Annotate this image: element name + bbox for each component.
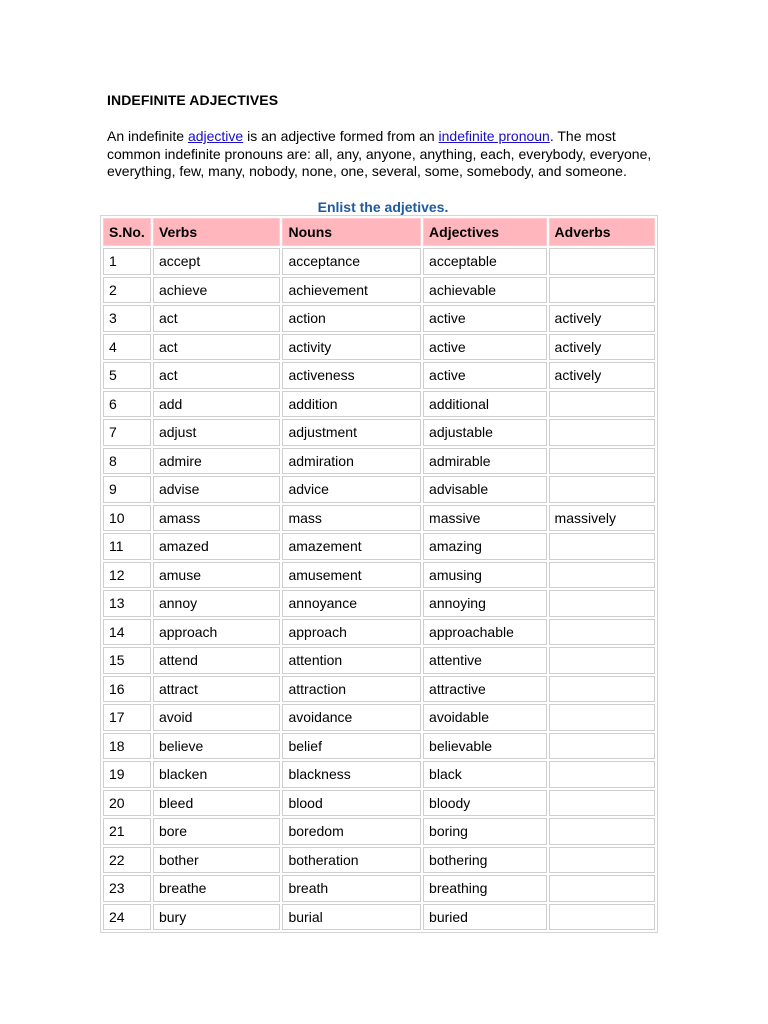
table-row — [103, 904, 655, 931]
cell-adjective: approachable — [423, 619, 547, 646]
table-row — [103, 761, 655, 788]
cell-verb: act — [153, 362, 281, 389]
cell-adjective: boring — [423, 818, 547, 845]
cell-adverb — [549, 647, 655, 674]
cell-verb: blacken — [153, 761, 281, 788]
cell-verb: accept — [153, 248, 281, 275]
cell-noun: attraction — [282, 676, 421, 703]
table-row — [103, 533, 655, 560]
cell-verb: believe — [153, 733, 281, 760]
cell-noun: acceptance — [282, 248, 421, 275]
cell-sno: 7 — [103, 419, 151, 446]
table-row — [103, 875, 655, 902]
cell-adverb: massively — [549, 505, 655, 532]
cell-sno: 4 — [103, 334, 151, 361]
cell-adverb — [549, 704, 655, 731]
cell-verb: attend — [153, 647, 281, 674]
table-row — [103, 790, 655, 817]
header-sno: S.No. — [103, 218, 151, 246]
cell-noun: avoidance — [282, 704, 421, 731]
cell-verb: adjust — [153, 419, 281, 446]
intro-text-1: An indefinite — [107, 128, 188, 144]
cell-adverb — [549, 904, 655, 931]
cell-sno: 6 — [103, 391, 151, 418]
cell-sno: 23 — [103, 875, 151, 902]
cell-adverb — [549, 619, 655, 646]
cell-adverb — [549, 676, 655, 703]
cell-adverb — [549, 248, 655, 275]
cell-verb: add — [153, 391, 281, 418]
cell-adverb — [549, 590, 655, 617]
cell-verb: amazed — [153, 533, 281, 560]
cell-noun: blood — [282, 790, 421, 817]
cell-sno: 16 — [103, 676, 151, 703]
cell-adjective: active — [423, 305, 547, 332]
cell-adverb — [549, 476, 655, 503]
table-row — [103, 704, 655, 731]
intro-text-2: is an adjective formed from an — [243, 128, 439, 144]
cell-adverb — [549, 818, 655, 845]
cell-noun: burial — [282, 904, 421, 931]
table-header-row — [103, 218, 655, 246]
cell-adjective: active — [423, 362, 547, 389]
cell-noun: action — [282, 305, 421, 332]
cell-noun: mass — [282, 505, 421, 532]
table-row — [103, 562, 655, 589]
table-row — [103, 391, 655, 418]
table-row — [103, 818, 655, 845]
cell-noun: botheration — [282, 847, 421, 874]
cell-adverb — [549, 847, 655, 874]
cell-adjective: acceptable — [423, 248, 547, 275]
cell-verb: amuse — [153, 562, 281, 589]
cell-adverb — [549, 790, 655, 817]
cell-sno: 8 — [103, 448, 151, 475]
header-adverbs: Adverbs — [549, 218, 655, 246]
cell-adverb — [549, 277, 655, 304]
table-caption: Enlist the adjetives. — [317, 199, 449, 215]
cell-sno: 18 — [103, 733, 151, 760]
cell-sno: 2 — [103, 277, 151, 304]
cell-noun: annoyance — [282, 590, 421, 617]
cell-noun: activeness — [282, 362, 421, 389]
cell-adverb — [549, 562, 655, 589]
cell-adjective: black — [423, 761, 547, 788]
cell-verb: bother — [153, 847, 281, 874]
table-row — [103, 505, 655, 532]
cell-noun: advice — [282, 476, 421, 503]
cell-sno: 11 — [103, 533, 151, 560]
cell-adjective: additional — [423, 391, 547, 418]
table-row — [103, 733, 655, 760]
cell-adjective: massive — [423, 505, 547, 532]
adjective-link[interactable]: adjective — [187, 128, 244, 144]
cell-verb: bleed — [153, 790, 281, 817]
intro-text-3: . The most common indefinite pronouns are: all, any, anyone, anything, each, everybody, everyone, everything, few, many, nobody, none, one, several, some, somebody, and someone. — [107, 128, 652, 179]
table-body — [103, 248, 655, 930]
cell-sno: 3 — [103, 305, 151, 332]
cell-verb: breathe — [153, 875, 281, 902]
cell-verb: annoy — [153, 590, 281, 617]
cell-noun: blackness — [282, 761, 421, 788]
cell-adjective: attentive — [423, 647, 547, 674]
cell-adjective: active — [423, 334, 547, 361]
cell-adjective: achievable — [423, 277, 547, 304]
table-row — [103, 277, 655, 304]
cell-noun: addition — [282, 391, 421, 418]
cell-noun: approach — [282, 619, 421, 646]
cell-adjective: adjustable — [423, 419, 547, 446]
cell-noun: activity — [282, 334, 421, 361]
cell-sno: 13 — [103, 590, 151, 617]
cell-sno: 24 — [103, 904, 151, 931]
cell-noun: belief — [282, 733, 421, 760]
table-row — [103, 419, 655, 446]
adjectives-table — [100, 215, 658, 933]
cell-adjective: annoying — [423, 590, 547, 617]
cell-sno: 12 — [103, 562, 151, 589]
page-title: INDEFINITE ADJECTIVES — [107, 92, 279, 108]
cell-adjective: amazing — [423, 533, 547, 560]
cell-adverb — [549, 391, 655, 418]
table-row — [103, 248, 655, 275]
cell-sno: 15 — [103, 647, 151, 674]
cell-adverb: actively — [549, 362, 655, 389]
cell-adjective: attractive — [423, 676, 547, 703]
header-verbs: Verbs — [153, 218, 281, 246]
cell-sno: 14 — [103, 619, 151, 646]
cell-adjective: amusing — [423, 562, 547, 589]
cell-sno: 1 — [103, 248, 151, 275]
cell-sno: 9 — [103, 476, 151, 503]
cell-sno: 5 — [103, 362, 151, 389]
cell-verb: admire — [153, 448, 281, 475]
cell-noun: achievement — [282, 277, 421, 304]
table-row — [103, 847, 655, 874]
cell-sno: 17 — [103, 704, 151, 731]
cell-sno: 10 — [103, 505, 151, 532]
cell-adjective: breathing — [423, 875, 547, 902]
header-nouns: Nouns — [282, 218, 421, 246]
cell-sno: 20 — [103, 790, 151, 817]
cell-adverb — [549, 448, 655, 475]
cell-adverb: actively — [549, 305, 655, 332]
table-row — [103, 590, 655, 617]
table-row — [103, 448, 655, 475]
cell-noun: adjustment — [282, 419, 421, 446]
table-row — [103, 476, 655, 503]
cell-noun: amusement — [282, 562, 421, 589]
cell-noun: attention — [282, 647, 421, 674]
header-adjectives: Adjectives — [423, 218, 547, 246]
table-row — [103, 334, 655, 361]
table-row — [103, 362, 655, 389]
table-row — [103, 619, 655, 646]
cell-sno: 19 — [103, 761, 151, 788]
cell-noun: admiration — [282, 448, 421, 475]
cell-adverb — [549, 533, 655, 560]
cell-verb: approach — [153, 619, 281, 646]
cell-verb: bore — [153, 818, 281, 845]
cell-adjective: buried — [423, 904, 547, 931]
cell-adjective: admirable — [423, 448, 547, 475]
table-row — [103, 676, 655, 703]
cell-sno: 21 — [103, 818, 151, 845]
indefinite-pronoun-link[interactable]: indefinite pronoun — [438, 128, 550, 144]
table-row — [103, 647, 655, 674]
cell-adjective: avoidable — [423, 704, 547, 731]
cell-adverb: actively — [549, 334, 655, 361]
cell-verb: act — [153, 334, 281, 361]
cell-adjective: believable — [423, 733, 547, 760]
cell-verb: achieve — [153, 277, 281, 304]
cell-verb: bury — [153, 904, 281, 931]
cell-adjective: bothering — [423, 847, 547, 874]
cell-verb: attract — [153, 676, 281, 703]
cell-verb: advise — [153, 476, 281, 503]
cell-adverb — [549, 733, 655, 760]
cell-verb: amass — [153, 505, 281, 532]
cell-noun: breath — [282, 875, 421, 902]
cell-verb: act — [153, 305, 281, 332]
cell-noun: amazement — [282, 533, 421, 560]
cell-adjective: advisable — [423, 476, 547, 503]
cell-verb: avoid — [153, 704, 281, 731]
cell-sno: 22 — [103, 847, 151, 874]
cell-adverb — [549, 419, 655, 446]
cell-adverb — [549, 761, 655, 788]
cell-noun: boredom — [282, 818, 421, 845]
table-row — [103, 305, 655, 332]
cell-adverb — [549, 875, 655, 902]
cell-adjective: bloody — [423, 790, 547, 817]
intro-paragraph — [107, 128, 667, 181]
